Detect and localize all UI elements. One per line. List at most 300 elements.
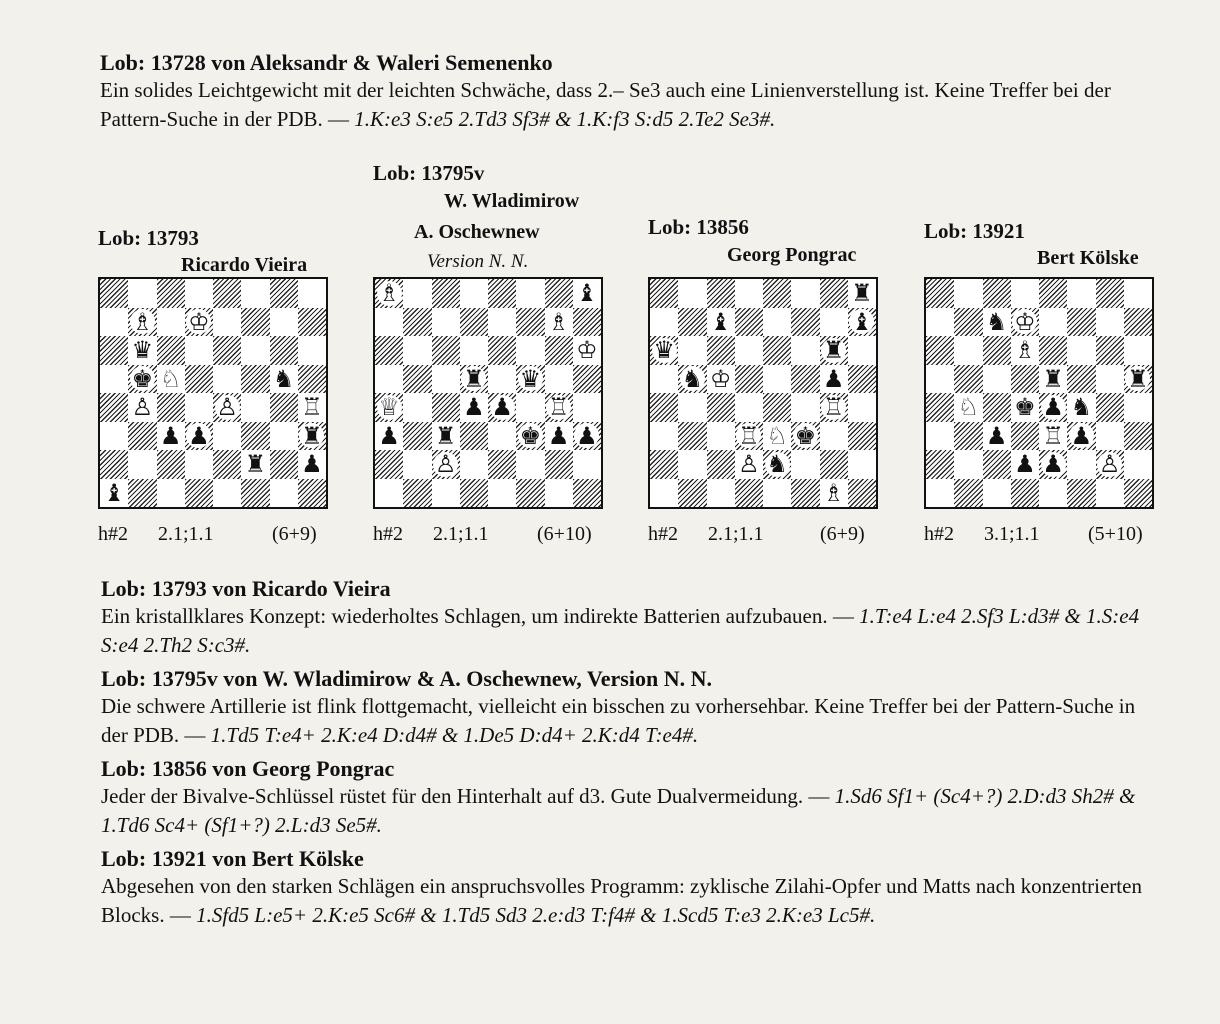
comment-text [101,602,1161,660]
square-a3 [650,422,678,451]
square-h7 [298,308,326,337]
chess-piece-icon: ♗ [822,478,845,507]
square-c5 [157,365,185,394]
square-a1 [100,479,128,508]
square-g1 [820,479,848,508]
piece-count: (6+9) [272,523,317,545]
square-e8 [488,279,516,308]
square-b6 [678,336,706,365]
square-g5 [820,365,848,394]
square-h5 [298,365,326,394]
square-h5 [1124,365,1152,394]
comment-solution: 1.Td5 T:e4+ 2.K:e4 D:d4# & 1.De5 D:d4+ 2.K:d4 T:e4#. [210,723,699,747]
chess-piece-icon: ♟ [576,421,598,450]
square-d7 [735,308,763,337]
square-f1 [1067,479,1095,508]
square-d3 [185,422,213,451]
square-e2 [1039,450,1067,479]
square-h7 [573,308,601,337]
chess-piece-icon: ♘ [159,364,182,393]
comment-text [101,872,1161,930]
chess-piece-icon: ♞ [1070,393,1093,422]
square-f5 [516,365,544,394]
square-a8 [650,279,678,308]
square-b4 [954,393,982,422]
square-b6 [403,336,431,365]
square-f6 [791,336,819,365]
square-b1 [954,479,982,508]
chess-piece-icon: ♟ [378,421,400,450]
comment-body: Ein kristallklares Konzept: wiederholtes Schlagen, um indirekte Batterien aufzubauen. — [101,604,860,628]
square-d4 [735,393,763,422]
square-h2 [848,450,876,479]
chess-piece-icon: ♕ [378,393,400,422]
square-b4 [128,393,156,422]
chess-piece-icon: ♖ [1042,421,1064,450]
square-b6 [954,336,982,365]
square-f8 [241,279,269,308]
square-e7 [488,308,516,337]
square-f2 [1067,450,1095,479]
chess-piece-icon: ♙ [1098,450,1121,479]
square-a6 [100,336,128,365]
square-c6 [432,336,460,365]
entry-text [100,76,1160,134]
comment-heading: Lob: 13793 von Ricardo Vieira [101,576,391,601]
chess-piece-icon: ♖ [738,421,760,450]
square-g2 [820,450,848,479]
entry-solution: 1.K:e3 S:e5 2.Td3 Sf3# & 1.K:f3 S:d5 2.Te2 Se3#. [354,107,776,131]
square-g1 [270,479,298,508]
square-c1 [157,479,185,508]
square-b2 [128,450,156,479]
square-c3 [157,422,185,451]
chess-piece-icon: ♔ [709,364,732,393]
square-d5 [1011,365,1039,394]
square-f3 [1067,422,1095,451]
chess-diagram [373,277,603,509]
square-c4 [157,393,185,422]
chess-piece-icon: ♔ [576,336,598,365]
comment-entry [101,756,1161,840]
comment-entry [101,576,1161,660]
square-g7 [820,308,848,337]
square-c7 [707,308,735,337]
square-d1 [1011,479,1039,508]
square-f5 [791,365,819,394]
square-f4 [516,393,544,422]
chess-piece-icon: ♞ [681,364,704,393]
chess-piece-icon: ♝ [103,478,125,507]
square-b5 [954,365,982,394]
problem-label: Lob: 13921 [924,219,1025,243]
problem-label: Lob: 13793 [98,226,199,250]
square-a1 [375,479,403,508]
square-a7 [100,308,128,337]
square-g4 [820,393,848,422]
square-b6 [128,336,156,365]
chess-piece-icon: ♚ [1014,393,1036,422]
comment-heading: Lob: 13856 von Georg Pongrac [101,756,395,781]
square-a7 [926,308,954,337]
chess-diagram [98,277,328,509]
chess-piece-icon: ♘ [766,421,788,450]
square-f1 [791,479,819,508]
square-b5 [678,365,706,394]
square-e7 [763,308,791,337]
square-h3 [1124,422,1152,451]
chess-piece-icon: ♟ [301,450,323,479]
square-f7 [516,308,544,337]
square-h4 [298,393,326,422]
square-c5 [983,365,1011,394]
square-h1 [298,479,326,508]
square-h5 [848,365,876,394]
square-a8 [375,279,403,308]
chess-piece-icon: ♚ [794,421,817,450]
square-g3 [545,422,573,451]
square-e8 [763,279,791,308]
square-d5 [735,365,763,394]
comments-section [101,576,1161,936]
chess-piece-icon: ♟ [463,393,485,422]
chess-piece-icon: ♟ [188,421,210,450]
square-f6 [241,336,269,365]
square-g1 [545,479,573,508]
square-f3 [516,422,544,451]
chess-piece-icon: ♞ [272,364,295,393]
square-c2 [157,450,185,479]
square-f3 [791,422,819,451]
square-b4 [678,393,706,422]
square-e3 [763,422,791,451]
square-h8 [1124,279,1152,308]
chess-piece-icon: ♙ [216,393,238,422]
problem-label: Lob: 13856 [648,215,749,239]
square-d4 [460,393,488,422]
square-a4 [375,393,403,422]
comment-heading: Lob: 13921 von Bert Kölske [101,846,364,871]
square-e2 [763,450,791,479]
square-h1 [1124,479,1152,508]
square-c3 [432,422,460,451]
square-c8 [983,279,1011,308]
square-c4 [432,393,460,422]
square-g7 [270,308,298,337]
square-f8 [1067,279,1095,308]
square-e4 [213,393,241,422]
square-f2 [241,450,269,479]
comment-text [101,782,1161,840]
square-f1 [516,479,544,508]
square-d6 [735,336,763,365]
chess-piece-icon: ♚ [131,364,154,393]
comment-body: Abgesehen von den starken Schlägen ein anspruchsvolles Programm: zyklische Zilahi-Opfer und Matts nach konzentrierten Blocks. — [101,874,1142,927]
square-g5 [270,365,298,394]
stipulation: h#2 [924,523,954,545]
square-g3 [820,422,848,451]
problem-author: A. Oschewnew [414,221,540,243]
square-d4 [185,393,213,422]
square-e6 [213,336,241,365]
chess-piece-icon: ♘ [957,393,980,422]
square-b1 [403,479,431,508]
comment-text [101,692,1161,750]
chess-piece-icon: ♟ [985,421,1008,450]
square-e2 [213,450,241,479]
chess-piece-icon: ♞ [766,450,788,479]
piece-count: (5+10) [1088,523,1143,545]
comment-entry [101,666,1161,750]
square-a3 [100,422,128,451]
square-b5 [128,365,156,394]
square-d1 [185,479,213,508]
square-h2 [298,450,326,479]
square-h3 [573,422,601,451]
square-c2 [983,450,1011,479]
square-f4 [241,393,269,422]
square-g4 [1096,393,1124,422]
square-c8 [432,279,460,308]
square-e2 [488,450,516,479]
square-d1 [460,479,488,508]
square-c2 [707,450,735,479]
square-b1 [128,479,156,508]
square-d2 [185,450,213,479]
square-c7 [983,308,1011,337]
square-g2 [270,450,298,479]
chess-piece-icon: ♜ [463,364,485,393]
square-f3 [241,422,269,451]
comment-solution: 1.Sfd5 L:e5+ 2.K:e5 Sc6# & 1.Td5 Sd3 2.e:d3 T:f4# & 1.Scd5 T:e3 2.K:e3 Lc5#. [196,903,876,927]
square-d1 [735,479,763,508]
square-b8 [954,279,982,308]
square-b3 [128,422,156,451]
square-h6 [848,336,876,365]
square-f6 [516,336,544,365]
chess-piece-icon: ♜ [851,279,873,308]
square-g3 [270,422,298,451]
square-g8 [270,279,298,308]
square-b2 [403,450,431,479]
square-a8 [926,279,954,308]
square-d8 [185,279,213,308]
square-c6 [707,336,735,365]
square-c1 [432,479,460,508]
square-d7 [1011,308,1039,337]
square-a1 [926,479,954,508]
problem-author: Ricardo Vieira [181,254,308,276]
square-a6 [926,336,954,365]
square-g4 [270,393,298,422]
square-c5 [707,365,735,394]
square-d7 [460,308,488,337]
square-d6 [460,336,488,365]
problem-author: Georg Pongrac [727,244,857,266]
problem-author: Bert Kölske [1037,247,1139,269]
square-e1 [488,479,516,508]
square-a6 [650,336,678,365]
square-g2 [545,450,573,479]
square-a1 [650,479,678,508]
square-a7 [375,308,403,337]
square-a2 [926,450,954,479]
square-h8 [573,279,601,308]
square-e3 [1039,422,1067,451]
square-d2 [1011,450,1039,479]
square-g3 [1096,422,1124,451]
square-g2 [1096,450,1124,479]
square-c1 [707,479,735,508]
square-e6 [1039,336,1067,365]
square-g6 [820,336,848,365]
chess-diagram [924,277,1154,509]
square-b8 [403,279,431,308]
square-f4 [791,393,819,422]
stipulation: h#2 [373,523,403,545]
square-f5 [241,365,269,394]
square-h5 [573,365,601,394]
square-c3 [983,422,1011,451]
chess-piece-icon: ♛ [653,336,675,365]
square-e8 [1039,279,1067,308]
square-c3 [707,422,735,451]
square-g8 [545,279,573,308]
square-g5 [1096,365,1124,394]
square-a4 [926,393,954,422]
square-b1 [678,479,706,508]
entry-heading: Lob: 13728 von Aleksandr & Waleri Semenenko [100,50,553,75]
square-f2 [791,450,819,479]
square-a5 [926,365,954,394]
square-c4 [707,393,735,422]
square-e3 [213,422,241,451]
square-b7 [403,308,431,337]
square-e8 [213,279,241,308]
square-a4 [100,393,128,422]
chess-piece-icon: ♗ [1014,336,1036,365]
chess-piece-icon: ♜ [1042,364,1064,393]
square-b7 [678,308,706,337]
square-e7 [1039,308,1067,337]
chess-piece-icon: ♞ [985,307,1008,336]
square-g6 [1096,336,1124,365]
square-d5 [460,365,488,394]
square-e4 [488,393,516,422]
chess-piece-icon: ♙ [434,450,457,479]
square-c4 [983,393,1011,422]
square-h1 [573,479,601,508]
square-h8 [848,279,876,308]
chess-diagram [648,277,878,509]
square-e1 [1039,479,1067,508]
chess-piece-icon: ♟ [1014,450,1036,479]
square-a5 [100,365,128,394]
square-e1 [213,479,241,508]
square-f2 [516,450,544,479]
square-d2 [735,450,763,479]
square-e6 [488,336,516,365]
square-h3 [848,422,876,451]
comment-body: Die schwere Artillerie ist flink flottgemacht, vielleicht ein bisschen zu vorhersehbar. Keine Treffer bei der Pattern-Suche in der PDB. — [101,694,1136,747]
square-h6 [573,336,601,365]
chess-piece-icon: ♟ [491,393,513,422]
chess-piece-icon: ♛ [519,364,542,393]
square-g8 [820,279,848,308]
square-b8 [678,279,706,308]
square-c7 [432,308,460,337]
square-h6 [298,336,326,365]
square-a2 [100,450,128,479]
chess-piece-icon: ♗ [547,307,570,336]
square-c7 [157,308,185,337]
square-h8 [298,279,326,308]
square-b8 [128,279,156,308]
square-h7 [1124,308,1152,337]
chess-piece-icon: ♟ [1042,393,1064,422]
square-b5 [403,365,431,394]
comment-heading: Lob: 13795v von W. Wladimirow & A. Oschewnew, Version N. N. [101,666,712,691]
chess-piece-icon: ♜ [244,450,267,479]
square-b7 [954,308,982,337]
chess-piece-icon: ♖ [547,393,570,422]
square-h2 [573,450,601,479]
square-g7 [1096,308,1124,337]
square-f7 [791,308,819,337]
chess-piece-icon: ♜ [822,336,845,365]
square-f7 [241,308,269,337]
chess-piece-icon: ♟ [1042,450,1064,479]
square-e4 [1039,393,1067,422]
chess-piece-icon: ♙ [738,450,760,479]
square-g1 [1096,479,1124,508]
problem-version: Version N. N. [427,251,529,272]
square-b2 [678,450,706,479]
square-d4 [1011,393,1039,422]
stipulation: h#2 [648,523,678,545]
chess-piece-icon: ♔ [1014,307,1036,336]
chess-piece-icon: ♜ [301,421,323,450]
square-f8 [791,279,819,308]
square-d8 [1011,279,1039,308]
square-d3 [735,422,763,451]
square-d3 [460,422,488,451]
square-a4 [650,393,678,422]
chess-piece-icon: ♙ [131,393,154,422]
square-e5 [488,365,516,394]
square-e4 [763,393,791,422]
square-c6 [157,336,185,365]
square-d7 [185,308,213,337]
square-e6 [763,336,791,365]
square-d8 [460,279,488,308]
square-b3 [678,422,706,451]
square-a3 [926,422,954,451]
square-c1 [983,479,1011,508]
chess-piece-icon: ♟ [1070,421,1093,450]
square-h4 [1124,393,1152,422]
comment-entry [101,846,1161,930]
square-f1 [241,479,269,508]
square-c2 [432,450,460,479]
square-a2 [650,450,678,479]
chess-piece-icon: ♖ [822,393,845,422]
comment-solution: 1.T:e4 L:e4 2.Sf3 L:d3# & 1.S:e4 S:e4 2.Th2 S:c3#. [101,604,1140,657]
square-g6 [270,336,298,365]
square-b7 [128,308,156,337]
square-g8 [1096,279,1124,308]
square-d8 [735,279,763,308]
